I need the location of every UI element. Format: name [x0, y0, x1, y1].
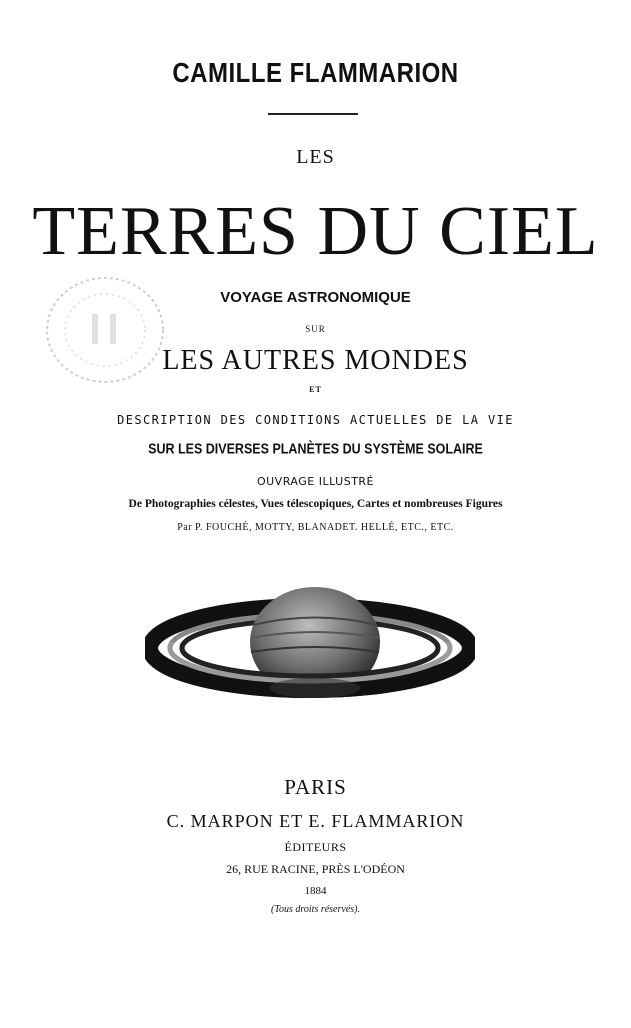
saturn-engraving — [145, 580, 475, 715]
publisher-address: 26, RUE RACINE, PRÈS L'ODÉON — [226, 862, 405, 876]
subtitle: VOYAGE ASTRONOMIQUE — [220, 289, 411, 306]
publication-year: 1884 — [304, 885, 327, 897]
publisher-role: ÉDITEURS — [284, 840, 347, 854]
subtitle-main: LES AUTRES MONDES — [162, 345, 469, 376]
rights-notice: (Tous droits réservés). — [271, 904, 360, 915]
book-title: TERRES DU CIEL — [32, 193, 599, 270]
divider-rule — [268, 113, 358, 115]
description-line: DESCRIPTION DES CONDITIONS ACTUELLES DE LA VIE — [117, 413, 514, 427]
illustrators-line: Par P. FOUCHÉ, MOTTY, BLANADET. HELLÉ, ETC., ETC. — [177, 522, 454, 533]
subtitle-connector-2: ET — [309, 385, 322, 394]
author-name: CAMILLE FLAMMARION — [172, 57, 459, 89]
subtitle-connector: SUR — [305, 324, 326, 334]
publisher-name: C. MARPON ET E. FLAMMARION — [166, 811, 465, 831]
title-article: LES — [296, 146, 335, 168]
illustrated-note: OUVRAGE ILLUSTRÉ — [256, 475, 375, 488]
illustrations-line: De Photographies célestes, Vues télescopiques, Cartes et nombreuses Figures — [128, 498, 503, 510]
planets-line: SUR LES DIVERSES PLANÈTES DU SYSTÈME SOLAIRE — [148, 440, 483, 458]
publication-city: PARIS — [284, 775, 347, 799]
